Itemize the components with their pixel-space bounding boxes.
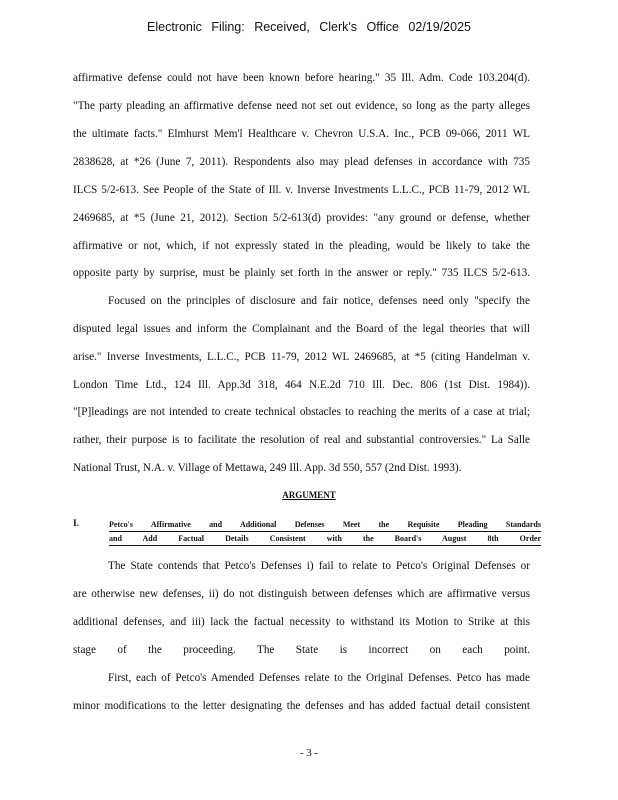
section-number: I.: [73, 519, 80, 529]
page-number: - 3 -: [299, 747, 319, 759]
body-line-10: disputed legal issues and inform the Complainant and the Board of the legal theories that will: [73, 323, 530, 335]
body-line-4: 2838628, at *26 (June 7, 2011). Respondents also may plead defenses in accordance with 735: [73, 156, 530, 168]
body-line-9: Focused on the principles of disclosure and fair notice, defenses need only "specify the: [108, 295, 530, 307]
section-line-3: additional defenses, and iii) lack the factual necessity to withstand its Motion to Strike at this: [73, 616, 530, 628]
section-line-1: The State contends that Petco's Defenses i) fail to relate to Petco's Original Defenses or: [108, 560, 530, 572]
body-line-8: opposite party by surprise, must be plainly set forth in the answer or reply." 735 ILCS 5/2-613.: [73, 267, 530, 279]
section-line-2: are otherwise new defenses, ii) do not distinguish between defenses which are affirmative versus: [73, 588, 530, 600]
body-line-7: affirmative or not, which, if not expressly stated in the pleading, would be likely to take the: [73, 240, 530, 252]
body-line-3: the ultimate facts." Elmhurst Mem'l Healthcare v. Chevron U.S.A. Inc., PCB 09-066, 2011 WL: [73, 128, 530, 140]
body-line-11: arise." Inverse Investments, L.L.C., PCB 11-79, 2012 WL 2469685, at *5 (citing Handelman v.: [73, 351, 530, 363]
body-line-15: National Trust, N.A. v. Village of Mettawa, 249 Ill. App. 3d 550, 557 (2nd Dist. 1993).: [73, 462, 462, 474]
section-line-5: First, each of Petco's Amended Defenses relate to the Original Defenses. Petco has made: [108, 672, 530, 684]
section-line-6: minor modifications to the letter designating the defenses and has added factual detail consistent: [73, 700, 530, 712]
body-line-14: rather, their purpose is to facilitate the resolution of real and substantial controversies." La Salle: [73, 434, 530, 446]
filing-stamp-header: Electronic Filing: Received, Clerk's Office 02/19/2025: [147, 20, 471, 34]
argument-heading: ARGUMENT: [282, 490, 336, 500]
body-line-6: 2469685, at *5 (June 21, 2012). Section 5/2-613(d) provides: "any ground or defense, whether: [73, 212, 530, 224]
body-line-2: "The party pleading an affirmative defense need not set out evidence, so long as the party alleges: [73, 100, 530, 112]
section-line-4: stage of the proceeding. The State is incorrect on each point.: [73, 644, 530, 656]
body-line-13: "[P]leadings are not intended to create technical obstacles to reaching the merits of a case at trial;: [73, 406, 530, 418]
body-line-5: ILCS 5/2-613. See People of the State of Ill. v. Inverse Investments L.L.C., PCB 11-79, 2012 WL: [73, 184, 530, 196]
section-title-line-2: and Add Factual Details Consistent with the Board's August 8th Order: [109, 533, 541, 546]
section-title-line-1: Petco's Affirmative and Additional Defenses Meet the Requisite Pleading Standards: [109, 519, 541, 532]
body-line-12: London Time Ltd., 124 Ill. App.3d 318, 464 N.E.2d 710 Ill. Dec. 806 (1st Dist. 1984)).: [73, 379, 530, 391]
body-line-1: affirmative defense could not have been known before hearing." 35 Ill. Adm. Code 103.204(d).: [73, 72, 530, 84]
